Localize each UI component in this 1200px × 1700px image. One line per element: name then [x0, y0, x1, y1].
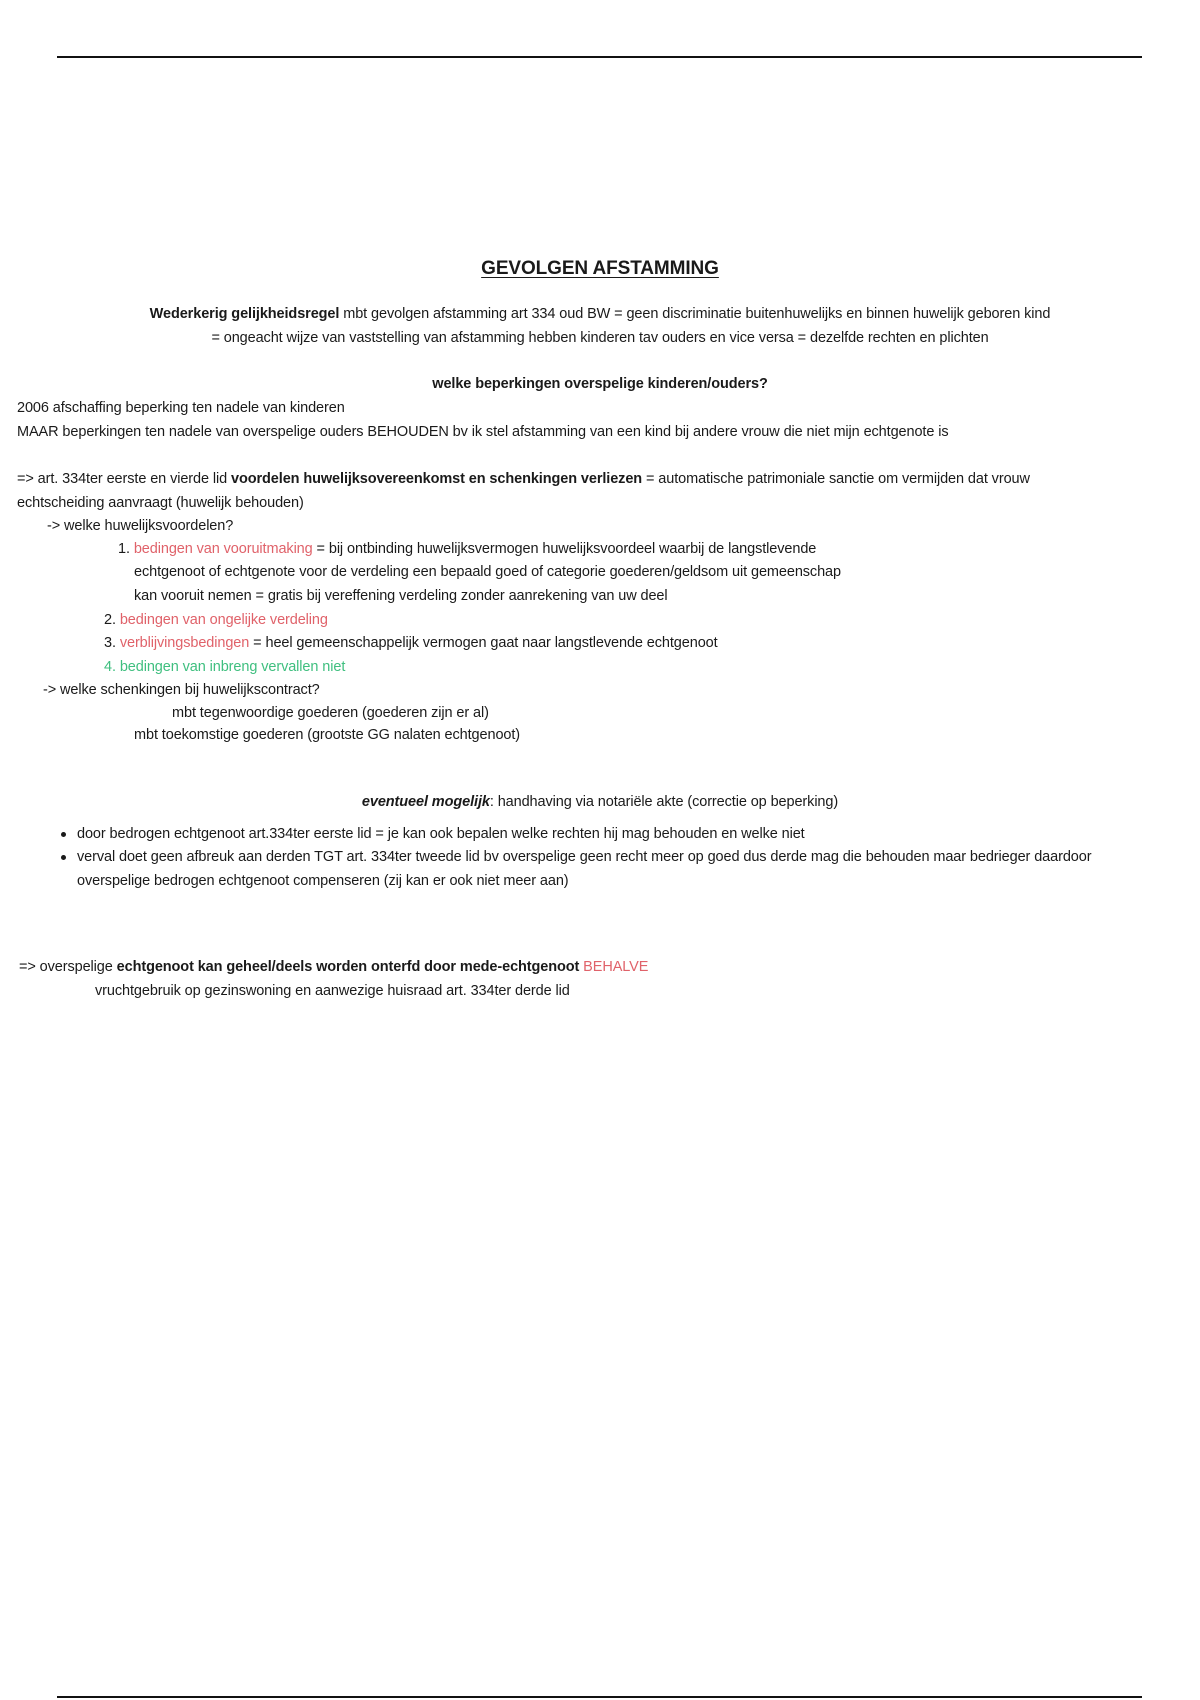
art-post: = automatische patrimoniale sanctie om vermijden dat vrouw [642, 471, 1030, 487]
sub-voordelen: -> welke huwelijksvoordelen? [47, 518, 234, 534]
question-heading: welke beperkingen overspelige kinderen/ouders? [432, 376, 768, 392]
eventueel-bold: eventueel mogelijk [361, 794, 490, 810]
final-line [19, 958, 648, 976]
list-item-2 [104, 611, 328, 629]
art-pre: => art. 334ter eerste en vierde lid [17, 471, 232, 487]
list-item-1-line-2: echtgenoot of echtgenote voor de verdeling een bepaald goed of categorie goederen/geldsom uit gemeenschap [134, 564, 841, 580]
list-item-4: 4. bedingen van inbreng vervallen niet [104, 659, 346, 675]
schenking-tegenwoordig: mbt tegenwoordige goederen (goederen zijn er al) [172, 705, 489, 721]
list-rest-3: = heel gemeenschappelijk vermogen gaat naar langstlevende echtgenoot [249, 635, 718, 651]
final-bold: echtgenoot kan geheel/deels worden onterfd door mede-echtgenoot [116, 959, 580, 975]
list-item-1 [118, 540, 816, 558]
schenking-toekomstig: mbt toekomstige goederen (grootste GG nalaten echtgenoot) [134, 727, 521, 743]
bullet-dot-2 [61, 855, 66, 860]
art-line-cont: echtscheiding aanvraagt (huwelijk behouden) [17, 495, 304, 511]
list-num-3: 3. [104, 635, 116, 651]
list-red-2: bedingen van ongelijke verdeling [119, 612, 328, 628]
sub-schenkingen: -> welke schenkingen bij huwelijkscontract? [43, 682, 320, 698]
final-line-cont: vruchtgebruik op gezinswoning en aanwezige huisraad art. 334ter derde lid [95, 983, 570, 999]
art-line [17, 470, 1030, 488]
list-red-1: bedingen van vooruitmaking [133, 541, 313, 557]
list-red-3: verblijvingsbedingen [119, 635, 250, 651]
intro-line-2: = ongeacht wijze van vaststelling van afstamming hebben kinderen tav ouders en vice versa = dezelfde rechten en plichten [211, 330, 989, 346]
paragraph-2006: 2006 afschaffing beperking ten nadele van kinderen [17, 400, 345, 416]
intro-line-1 [0, 305, 1200, 323]
bullet-dot-1 [61, 832, 66, 837]
final-red: BEHALVE [579, 959, 649, 975]
paragraph-maar: MAAR beperkingen ten nadele van overspelige ouders BEHOUDEN bv ik stel afstamming van een kind bij andere vrouw die niet mijn echtgenote is [17, 424, 949, 440]
top-rule [57, 56, 1142, 58]
page-title: GEVOLGEN AFSTAMMING [481, 258, 719, 279]
intro-rest: mbt gevolgen afstamming art 334 oud BW = geen discriminatie buitenhuwelijks en binnen huwelijk geboren kind [339, 306, 1051, 322]
list-item-3 [104, 634, 718, 652]
list-rest-1: = bij ontbinding huwelijksvermogen huwelijksvoordeel waarbij de langstlevende [312, 541, 817, 557]
eventueel-rest: : handhaving via notariële akte (correctie op beperking) [489, 794, 839, 810]
intro-bold: Wederkerig gelijkheidsregel [149, 306, 340, 322]
list-num-2: 2. [104, 612, 116, 628]
list-num-1: 1. [118, 541, 130, 557]
list-item-1-line-3: kan vooruit nemen = gratis bij vereffening verdeling zonder aanrekening van uw deel [134, 588, 668, 604]
bullet-item-1: door bedrogen echtgenoot art.334ter eerste lid = je kan ook bepalen welke rechten hij mag behouden en welke niet [77, 826, 805, 842]
bottom-rule [57, 1696, 1142, 1698]
art-bold: voordelen huwelijksovereenkomst en schenkingen verliezen [231, 471, 643, 487]
bullet-item-2: verval doet geen afbreuk aan derden TGT art. 334ter tweede lid bv overspelige geen recht meer op goed dus derde mag die behouden maar bedrieger daardoor [77, 849, 1092, 865]
bullet-item-2-cont: overspelige bedrogen echtgenoot compenseren (zij kan er ook niet meer aan) [77, 873, 569, 889]
final-pre: => overspelige [19, 959, 117, 975]
eventueel-line [0, 793, 1200, 811]
